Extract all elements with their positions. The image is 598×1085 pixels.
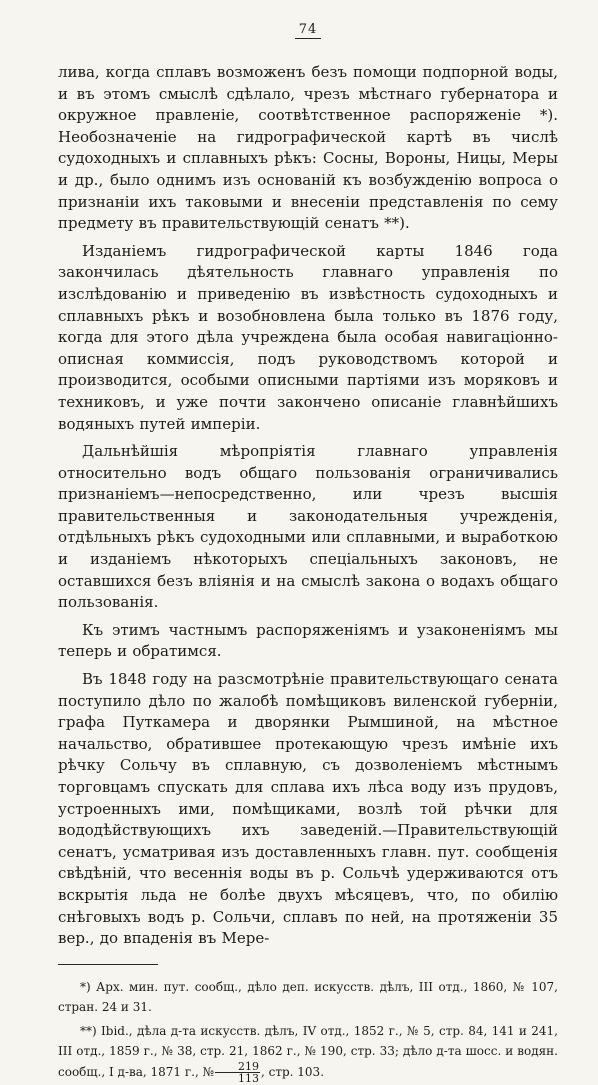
paragraph: Къ этимъ частнымъ распоряженіямъ и узаконеніямъ мы теперь и обратимся. — [58, 620, 558, 661]
footnote-divider — [58, 964, 158, 965]
paragraph: Въ 1848 году на разсмотрѣніе правительствующаго сената поступило дѣло по жалобѣ помѣщиковъ виленской губерніи, графа Путкамера и дворянки Рымшиной, на мѣстное начальство, обратившее протекающую чрезъ имѣніе ихъ рѣчку Сольчу въ сплавную, съ дозволеніемъ мѣстнымъ торговцамъ спускать для сплава ихъ лѣса воду изъ прудовъ, устроенныхъ ими, помѣщиками, возлѣ той рѣчки для вододѣйствующихъ ихъ заведеній.—Правительствующій сенатъ, усматривая изъ доставленныхъ главн. пут. сообщенія свѣдѣній, что весеннія воды въ р. Сольчѣ удерживаются отъ вскрытія льда не болѣе двухъ мѣсяцевъ, что, по обилію снѣговыхъ водъ р. Сольчи, сплавъ по ней, на протяженіи 35 вер., до впаденія въ Мере- — [58, 670, 558, 948]
fraction-denominator: 113 — [237, 1071, 259, 1085]
page-number-label: 74 — [295, 22, 322, 39]
paragraph: Дальнѣйшія мѣропріятія главнаго управленія относительно водъ общаго пользованія ограничивались признаніемъ—непосредственно, или чрезъ высшія правительственныя и законодательныя учрежденія, отдѣльныхъ рѣкъ судоходными или сплавными, и выработкою и изданіемъ нѣкоторыхъ спеціальныхъ законовъ, не оставшихся безъ вліянія и на смыслѣ закона о водахъ общаго пользованія. — [58, 442, 558, 612]
fraction-numerator: 219 — [215, 1061, 260, 1073]
footnote-2-tail: , стр. 103. — [260, 1064, 325, 1079]
footnote-2-text: **) Ibid., дѣла д-та искусств. дѣлъ, IV отд., 1852 г., № 5, стр. 84, 141 и 241, III отд., 1859 г., № 38, стр. 21, 1862 г., № 190, стр. 33; дѣло д-та шосс. и водян. сообщ., I д-ва, 1871 г., № — [58, 1023, 558, 1079]
page-number — [58, 22, 558, 46]
footnote-2-fraction — [215, 1061, 260, 1084]
paragraph: Изданіемъ гидрографической карты 1846 года закончилась дѣятельность главнаго управленія по изслѣдованію и приведенію въ извѣстность судоходныхъ и сплавныхъ рѣкъ и возобновлена была только въ 1876 году, когда для этого дѣла учреждена была особая навигаціонно-описная коммиссія, подъ руководствомъ которой и производится, особыми описными партіями изъ моряковъ и техниковъ, и уже почти закончено описаніе главнѣйшихъ водяныхъ путей имперіи. — [58, 241, 558, 433]
footnotes — [58, 977, 558, 1084]
body-text — [58, 62, 558, 950]
footnote-1: *) Арх. мин. пут. сообщ., дѣло деп. искусств. дѣлъ, III отд., 1860, № 107, стран. 24 и 31. — [58, 979, 558, 1014]
paragraph-continuation: лива, когда сплавъ возможенъ безъ помощи подпорной воды, и въ этомъ смыслѣ сдѣлало, чрезъ мѣстнаго губернатора и окружное правленіе, соотвѣтственное распоряженіе *). Необозначеніе на гидрографической картѣ въ числѣ судоходныхъ и сплавныхъ рѣкъ: Сосны, Вороны, Ницы, Меры и др., было однимъ изъ основаній къ возбужденію вопроса о признаніи ихъ таковыми и внесеніи представленія по сему предмету въ правительствующій сенатъ **). — [58, 63, 558, 233]
footnote-2 — [58, 1021, 558, 1084]
